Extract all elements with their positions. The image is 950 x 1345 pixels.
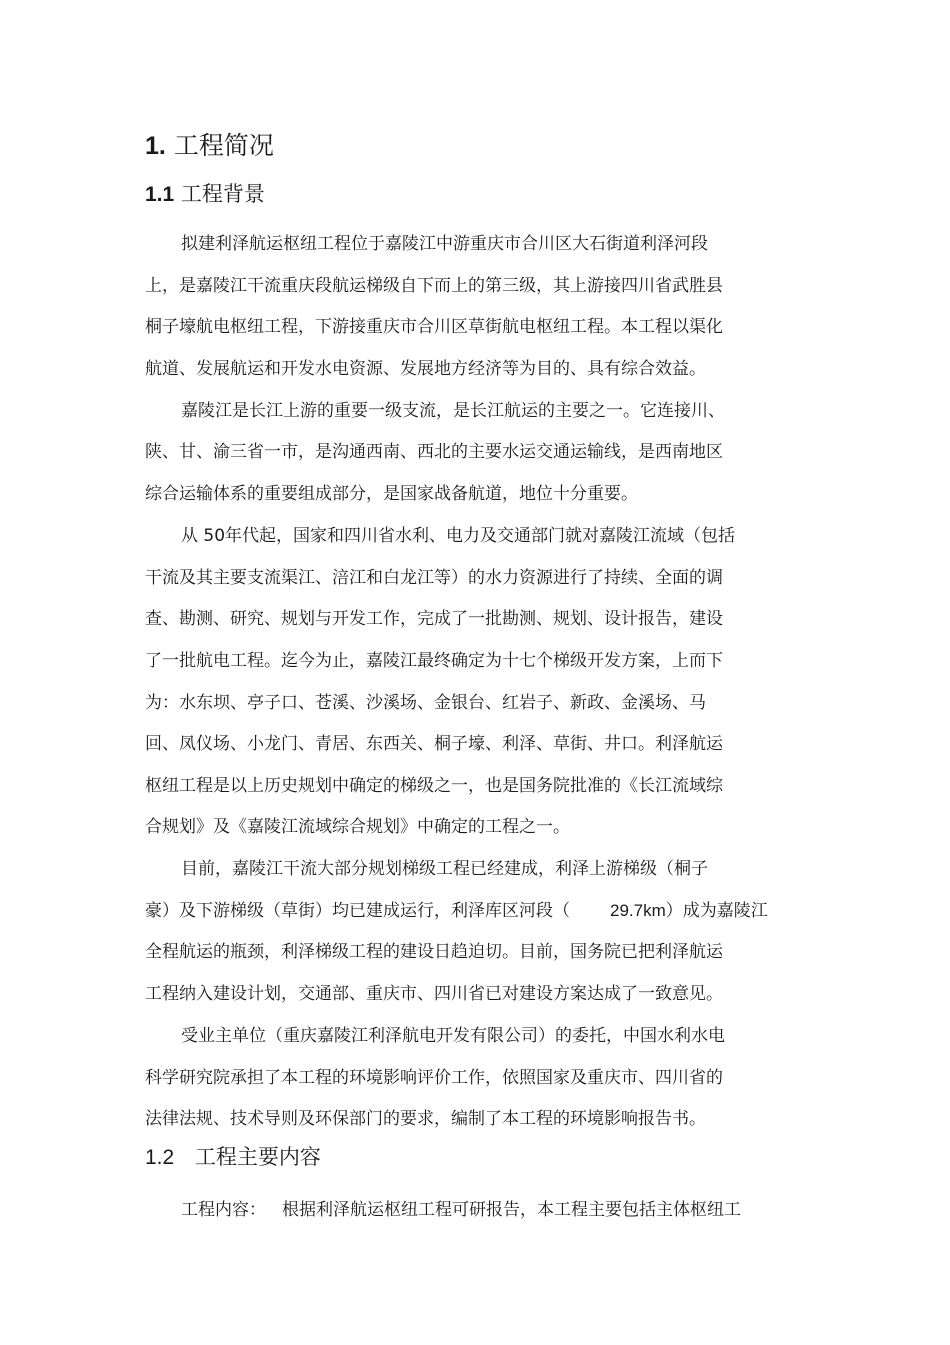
line-text: 豪）及下游梯级（草街）均已建成运行，利泽库区河段（ [145, 901, 570, 921]
paragraph-line: 嘉陵江是长江上游的重要一级支流，是长江航运的主要之一。它连接川、 [181, 401, 725, 421]
paragraph-line: 合规划》及《嘉陵江流域综合规划》中确定的工程之一。 [145, 817, 570, 837]
paragraph-line: 为：水东坝、亭子口、苍溪、沙溪场、金银台、红岩子、新政、金溪场、马 [145, 693, 706, 713]
paragraph-line: 受业主单位（重庆嘉陵江利泽航电开发有限公司）的委托，中国水利水电 [181, 1026, 725, 1046]
paragraph-line: 从 50年代起，国家和四川省水利、电力及交通部门就对嘉陵江流域（包括 [181, 526, 736, 546]
paragraph-line: 了一批航电工程。迄今为止，嘉陵江最终确定为十七个梯级开发方案，上而下 [145, 651, 723, 671]
paragraph-line: 工程纳入建设计划，交通部、重庆市、四川省已对建设方案达成了一致意见。 [145, 984, 723, 1004]
paragraph-line: 查、勘测、研究、规划与开发工作，完成了一批勘测、规划、设计报告，建设 [145, 609, 723, 629]
paragraph-line: 航道、发展航运和开发水电资源、发展地方经济等为目的、具有综合效益。 [145, 359, 706, 379]
section-number: 1.2 [145, 1146, 175, 1169]
line-text: 根据利泽航运枢纽工程可研报告，本工程主要包括主体枢纽工 [282, 1200, 741, 1220]
section-heading-1-1 [145, 179, 265, 210]
paragraph-line: 桐子壕航电枢纽工程，下游接重庆市合川区草街航电枢纽工程。本工程以渠化 [145, 317, 723, 337]
section-number: 1.1 [145, 183, 175, 206]
paragraph-line: 目前，嘉陵江干流大部分规划梯级工程已经建成，利泽上游梯级（桐子 [181, 859, 708, 879]
paragraph-line: 陕、甘、渝三省一市，是沟通西南、西北的主要水运交通运输线，是西南地区 [145, 442, 723, 462]
section-title: 工程主要内容 [194, 1145, 321, 1169]
paragraph-line: 综合运输体系的重要组成部分，是国家战备航道，地位十分重要。 [145, 484, 638, 504]
paragraph-line [181, 1198, 741, 1222]
paragraph-line: 法律法规、技术导则及环保部门的要求，编制了本工程的环境影响报告书。 [145, 1109, 706, 1129]
chapter-heading [145, 128, 274, 164]
paragraph-line: 全程航运的瓶颈，利泽梯级工程的建设日趋迫切。目前，国务院已把利泽航运 [145, 942, 723, 962]
section-heading-1-2 [145, 1142, 321, 1173]
paragraph-line: 回、凤仪场、小龙门、青居、东西关、桐子壕、利泽、草街、井口。利泽航运 [145, 734, 723, 754]
line-text-measurement: 29.7km）成为嘉陵江 [610, 901, 768, 920]
paragraph-line: 干流及其主要支流渠江、涪江和白龙江等）的水力资源进行了持续、全面的调 [145, 568, 723, 588]
line-label: 工程内容： [181, 1200, 266, 1220]
chapter-number: 1. [145, 132, 166, 160]
paragraph-line: 拟建利泽航运枢纽工程位于嘉陵江中游重庆市合川区大石街道利泽河段 [181, 234, 708, 254]
paragraph-line: 枢纽工程是以上历史规划中确定的梯级之一，也是国务院批准的《长江流域综 [145, 776, 723, 796]
section-title: 工程背景 [180, 182, 265, 206]
paragraph-line [145, 899, 768, 923]
paragraph-line: 上，是嘉陵江干流重庆段航运梯级自下而上的第三级，其上游接四川省武胜县 [145, 276, 723, 296]
chapter-title: 工程简况 [173, 131, 274, 160]
paragraph-line: 科学研究院承担了本工程的环境影响评价工作，依照国家及重庆市、四川省的 [145, 1068, 723, 1088]
